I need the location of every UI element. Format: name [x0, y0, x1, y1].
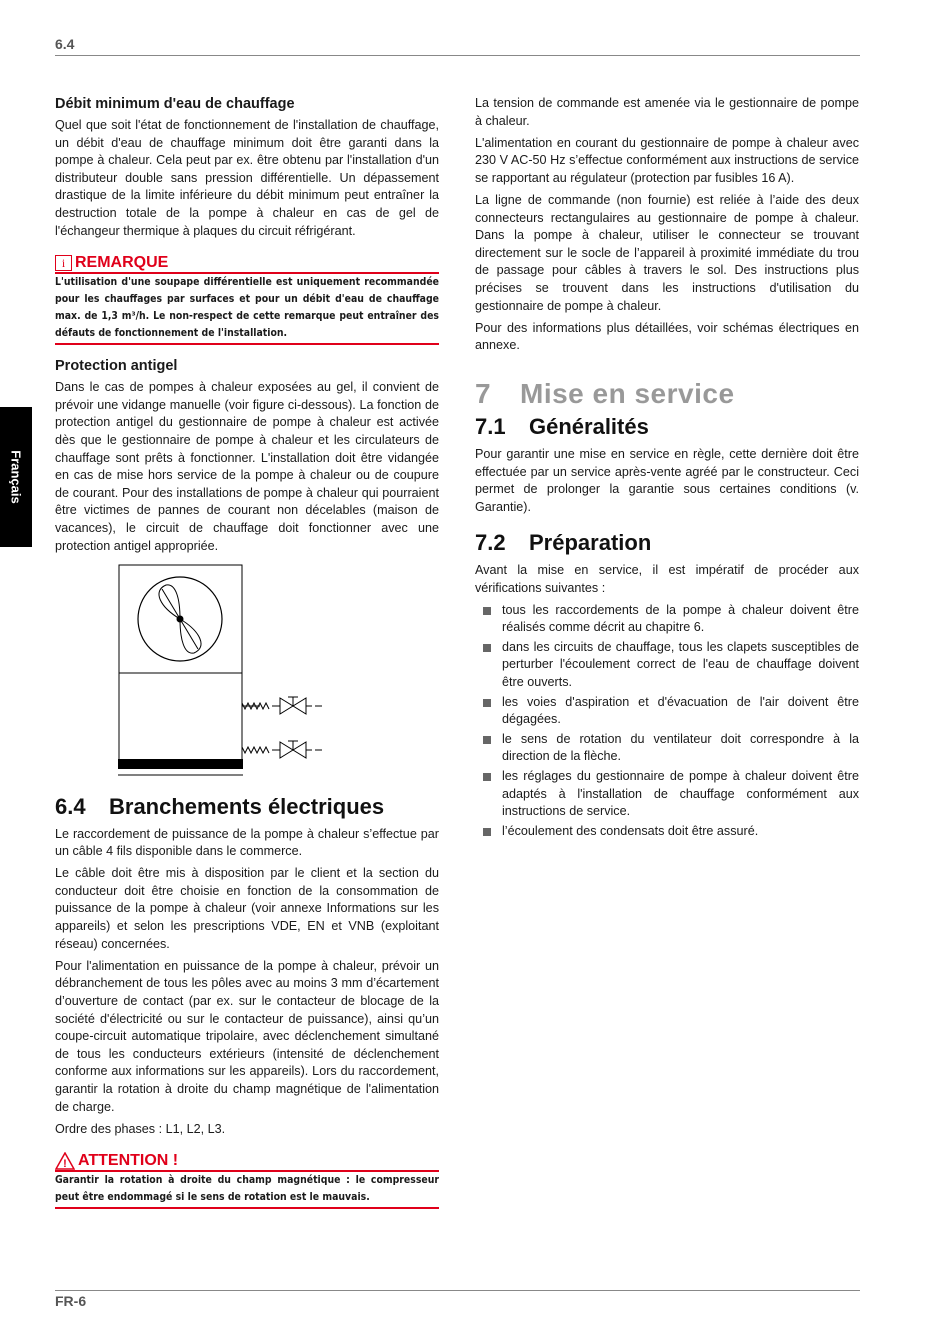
- warning-mark: !: [63, 1158, 67, 1171]
- right-column: [475, 95, 859, 842]
- paragraph-branch-1: Le raccordement de puissance de la pompe à chaleur s’effectue par un câble 4 fils disponible dans le commerce.: [55, 826, 439, 859]
- drain-valve-upper-icon: [242, 697, 322, 714]
- attention-title-row: [55, 1152, 439, 1170]
- attention-text: Garantir la rotation à droite du champ magnétique : le compresseur peut être endommagé si le sens de rotation est le mauvais.: [55, 1170, 439, 1209]
- paragraph-r2: L'alimentation en courant du gestionnaire de pompe à chaleur avec 230 V AC-50 Hz s’effectue conformément aux instructions de service se rapportant au régulateur (protection par fusibles 16 A).: [475, 135, 859, 185]
- heading-branchements-number: 6.4: [55, 794, 86, 819]
- fan-icon: [138, 577, 222, 661]
- heading-chapter-7: [475, 377, 859, 409]
- heading-branchements: [55, 794, 439, 819]
- remarque-text: L'utilisation d'une soupape différentielle est uniquement recommandée pour les chauffages par surfaces et pour un débit d'eau de chauffage max. de 1,3 m³/h. Le non-respect de cette remarque peut entraîner des défauts de fonctionnement de l'installation.: [55, 272, 439, 345]
- remarque-box: [55, 254, 439, 345]
- heat-pump-drain-figure: [110, 563, 330, 783]
- list-item: les voies d'aspiration et d'évacuation de l'air doivent être dégagées.: [475, 694, 859, 729]
- list-item: les réglages du gestionnaire de pompe à chaleur doivent être adaptés à l'installation de chauffage conformément aux instructions de service.: [475, 768, 859, 821]
- heading-7-1: [475, 414, 859, 440]
- list-item: le sens de rotation du ventilateur doit correspondre à la direction de la flèche.: [475, 731, 859, 766]
- list-item: dans les circuits de chauffage, tous les clapets susceptibles de perturber l'écoulement correct de l'eau de chauffage doivent être ouverts.: [475, 639, 859, 692]
- paragraph-branch-4: Ordre des phases : L1, L2, L3.: [55, 1121, 226, 1136]
- header-section-number: 6.4: [55, 36, 75, 52]
- paragraph-7-1: Pour garantir une mise en service en règle, cette dernière doit être effectuée par un service après-vente agréé par le constructeur. Ceci permet de prolonger la garantie sous certaines conditions (v. Garantie).: [475, 447, 859, 514]
- heading-antigel: Protection antigel: [55, 358, 178, 375]
- info-icon: i: [55, 255, 72, 271]
- heading-7-1-number: 7.1: [475, 414, 506, 440]
- heading-7-2: [475, 530, 859, 556]
- checklist: [475, 602, 859, 841]
- list-item: tous les raccordements de la pompe à chaleur doivent être réalisés comme décrit au chapitre 6.: [475, 602, 859, 637]
- heading-branchements-text: Branchements électriques: [109, 794, 385, 819]
- page-number: FR-6: [55, 1293, 87, 1309]
- header-rule: [55, 55, 860, 56]
- paragraph-debit: Quel que soit l'état de fonctionnement de l'installation de chauffage, un débit d'eau de chauffage minimum doit être garanti dans la pompe à chaleur. Cela peut par ex. être obtenu par l'installation d'un distributeur double sans pression différentielle. Un dépassement drastique de la limite inférieure du débit minimum peut entraîner la destruction totale de la pompe à chaleur en cas de gel de l'échangeur thermique à plaques du circuit réfrigérant.: [55, 118, 439, 238]
- attention-title: ATTENTION !: [78, 1152, 179, 1170]
- paragraph-branch-2: Le câble doit être mis à disposition par le client et la section du conducteur doit être choisie en fonction de la consommation de puissance de la pompe à chaleur (voir annexe Informations sur les appareils) et selon les prescriptions VDE, EN et VNB (exploitant réseau) concernées.: [55, 866, 439, 951]
- attention-box: [55, 1152, 439, 1209]
- paragraph-r3: La ligne de commande (non fournie) est reliée à l’aide des deux connecteurs rectangulaires au gestionnaire de pompe à chaleur. Dans la pompe à chaleur, utiliser le connecteur se trouvant directement sur le socle de l’appareil à proximité immédiate du trou de passage pour câbles à travers le sol. Des instructions plus précises se trouvent dans les instructions d'utilisation du gestionnaire de pompe à chaleur.: [475, 192, 859, 313]
- heat-pump-housing: [119, 565, 242, 765]
- paragraph-branch-3: Pour l'alimentation en puissance de la pompe à chaleur, prévoir un débranchement de tous les pôles avec au moins 3 mm d’écartement d’ouverture de contact (par ex. sur le contacteur de blocage de la société d'électricité ou sur le contacteur de puissance), ainsi qu’un coupe-circuit automatique tripolaire, avec déclenchement simultané de tous les conducteurs extérieurs (intensité de déclenchement conforme aux informations sur les appareils). Lors du raccordement, garantir la rotation à droite du champ magnétique de l'alimentation de charge.: [55, 958, 439, 1114]
- language-label: Français: [8, 450, 24, 504]
- remarque-title: REMARQUE: [75, 254, 169, 272]
- left-column: [55, 95, 439, 560]
- paragraph-r1: La tension de commande est amenée via le gestionnaire de pompe à chaleur.: [475, 96, 859, 128]
- heading-7-1-text: Généralités: [529, 414, 649, 440]
- heading-chapter-7-text: Mise en service: [520, 377, 735, 409]
- left-column-lower: [55, 794, 439, 1209]
- paragraph-r4: Pour des informations plus détaillées, voir schémas électriques en annexe.: [475, 320, 859, 353]
- footer-rule: [55, 1290, 860, 1291]
- heat-pump-base: [118, 759, 243, 769]
- heading-debit: Débit minimum d'eau de chauffage: [55, 96, 295, 112]
- heading-7-2-text: Préparation: [529, 530, 652, 556]
- heading-chapter-7-number: 7: [475, 377, 492, 409]
- heading-7-2-number: 7.2: [475, 530, 506, 556]
- paragraph-7-2: Avant la mise en service, il est impératif de procéder aux vérifications suivantes :: [475, 562, 859, 595]
- drain-valve-lower-icon: [242, 741, 322, 758]
- warning-triangle-icon: [55, 1152, 75, 1170]
- remarque-title-row: [55, 254, 439, 272]
- language-side-tab: [0, 407, 32, 547]
- paragraph-antigel: Dans le cas de pompes à chaleur exposées au gel, il convient de prévoir une vidange manuelle (voir figure ci-dessous). La fonction de protection antigel du gestionnaire de pompe à chaleur est activée dès que le gestionnaire de pompe à chaleur et les circulateurs de chauffage sont prêts à fonctionner. L'installation doit être vidangée en cas de mise hors service de la pompe à chaleur ou de coupure de courant. Pour des installations de pompe à chaleur qui pourraient être victimes de pannes de courant non décelables (maison de vacances), le circuit de chauffage doit fonctionner avec une protection antigel appropriée.: [55, 380, 439, 553]
- list-item: l’écoulement des condensats doit être assuré.: [475, 823, 859, 841]
